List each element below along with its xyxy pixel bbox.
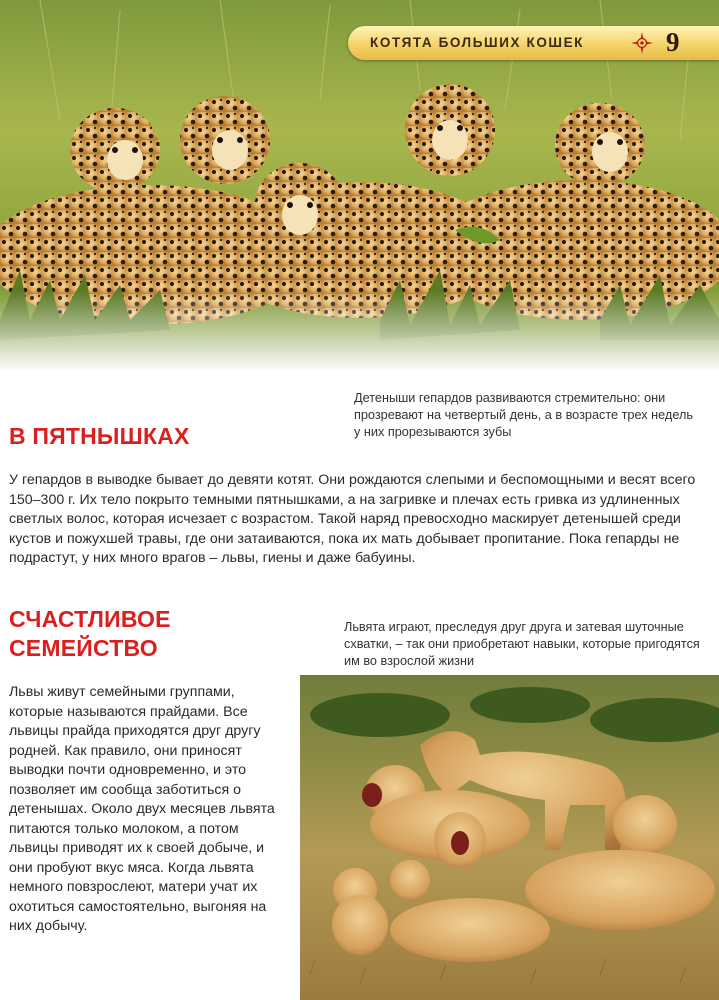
lion-pride-photo [300, 675, 719, 1000]
section-body-family: Львы живут семейными группами, которые называются прайдами. Все львицы прайда приходятся друг другу родней. Как правило, они приносят выводки почти одновременно, и это позволяет им сообща заботиться о детенышах. Около двух месяцев львята питаются только молоком, а потом львицы приводят их к своей добыче, и они пробуют вкус мяса. Когда львята немного повзрослеют, матери учат их охотиться самостоятельно, выгоняя на них добычу. [9, 684, 275, 934]
cheetah-photo-caption: Детеныши гепардов развиваются стремительно: они прозревают на четвертый день, а в возрасте трех недель у них прорезываются зубы [354, 391, 693, 439]
page-number: 9 [666, 27, 680, 57]
section-body-spots: У гепардов в выводке бывает до девяти котят. Они рождаются слепыми и беспомощными и весят всего 150–300 г. Их тело покрыто темными пятнышками, а на загривке и плечах есть гривка из удлиненных светлых волос, которая исчезает с возрастом. Такой наряд превосходно маскирует детенышей среди кустов и пожухшей травы, где они затаиваются, пока их мать добывает пропитание. Пока гепарды не подрастут, у них много врагов – львы, гиены и даже бабуины. [9, 472, 696, 566]
running-header [348, 26, 719, 60]
section-heading-family: СЧАСТЛИВОЕ СЕМЕЙСТВО [9, 606, 171, 661]
compass-icon [631, 32, 653, 54]
section-heading-spots: В ПЯТНЫШКАХ [9, 423, 190, 449]
lion-photo-caption: Львята играют, преследуя друг друга и затевая шуточные схватки, – так они приобретают навыки, которые пригодятся им во взрослой жизни [344, 620, 700, 668]
running-header-title: КОТЯТА БОЛЬШИХ КОШЕК [370, 35, 585, 50]
